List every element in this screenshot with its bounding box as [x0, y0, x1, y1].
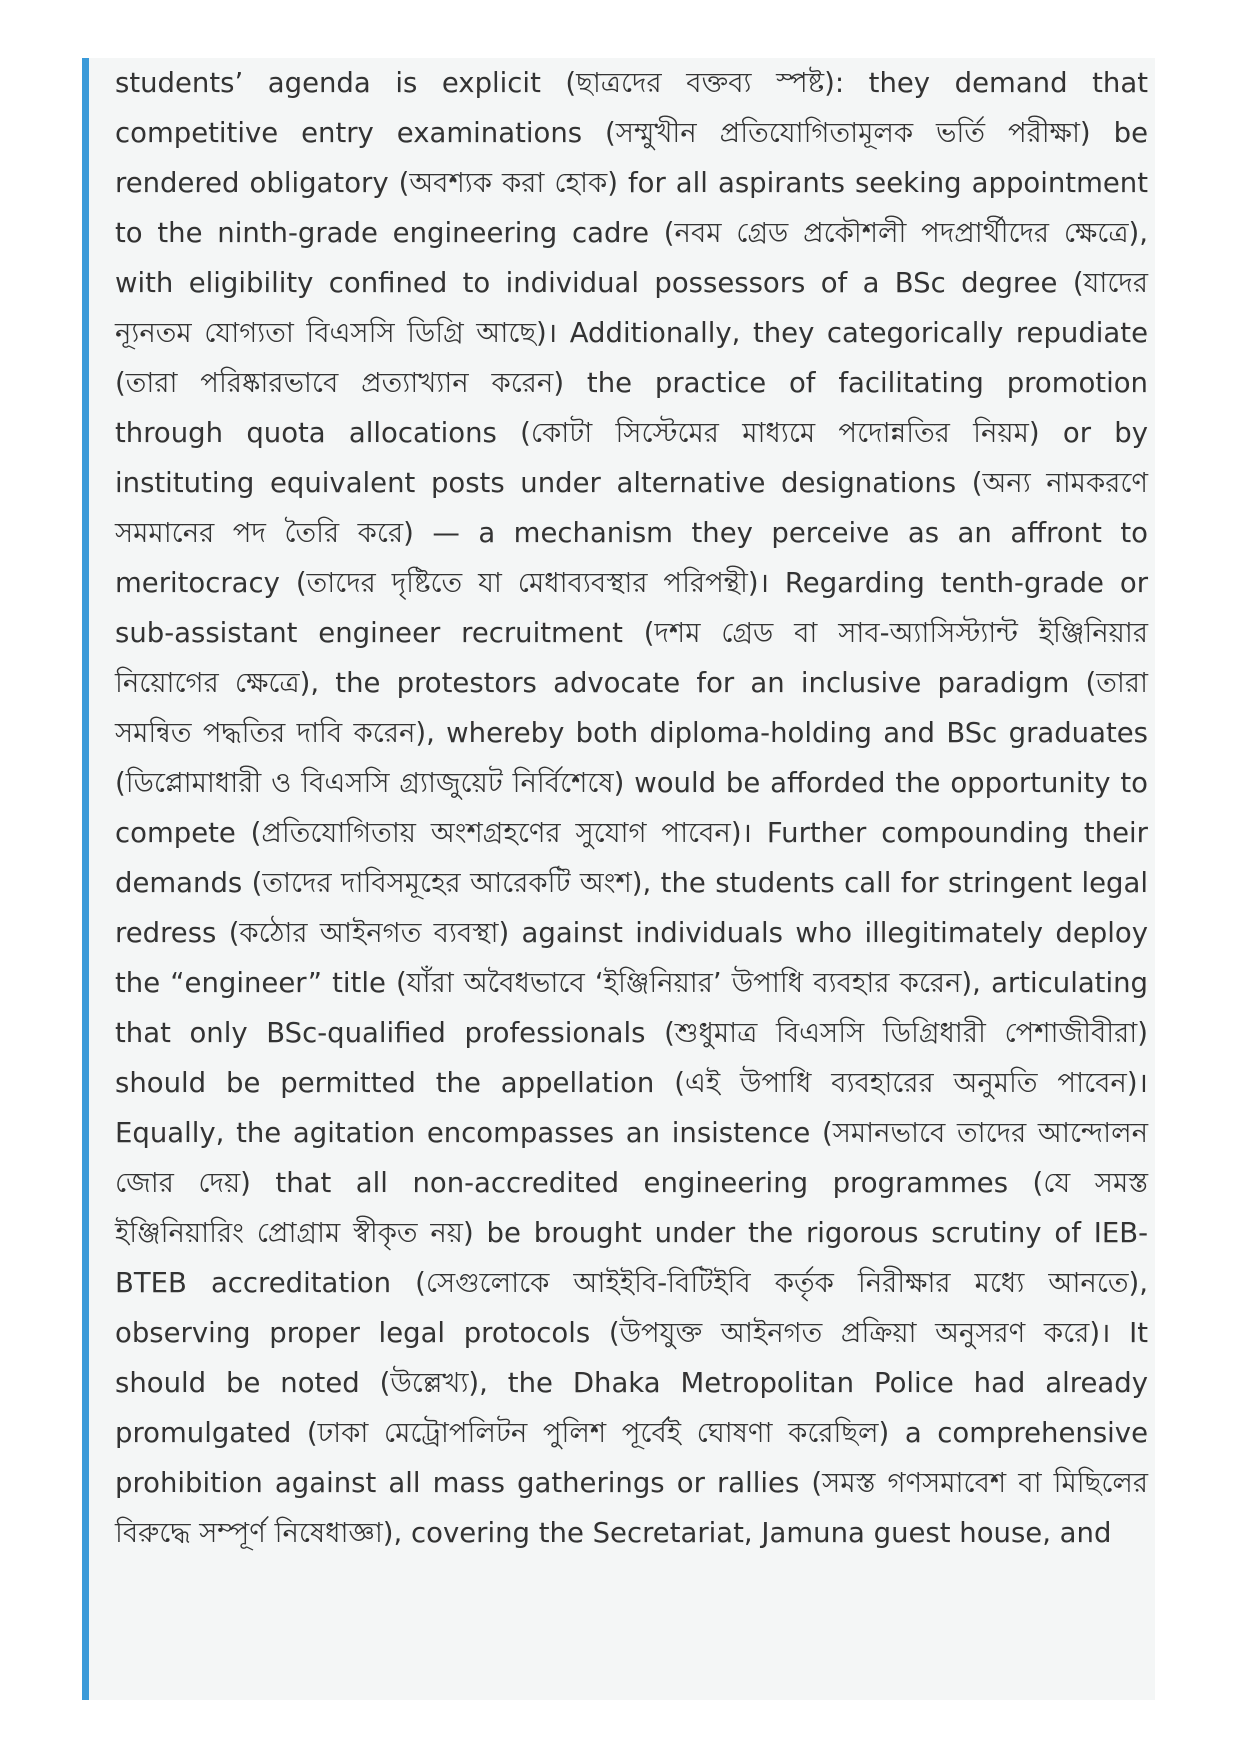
- blockquote: [82, 58, 1155, 1700]
- article-paragraph: students’ agenda is explicit (ছাত্রদের বক্তব্য স্পষ্ট): they demand that competitive entry examinations (সম্মুখীন প্রতিযোগিতামূলক ভর্তি পরীক্ষা) be rendered obligatory (অবশ্যক করা হোক) for all aspirants seeking appointment to the ninth-grade engineering cadre (নবম গ্রেড প্রকৌশলী পদপ্রার্থীদের ক্ষেত্রে), with eligibility confined to individual possessors of a BSc degree (যাদের ন্যূনতম যোগ্যতা বিএসসি ডিগ্রি আছে)। Additionally, they categorically repudiate (তারা পরিষ্কারভাবে প্রত্যাখ্যান করেন) the practice of facilitating promotion through quota allocations (কোটা সিস্টেমের মাধ্যমে পদোন্নতির নিয়ম) or by instituting equivalent posts under alternative designations (অন্য নামকরণে সমমানের পদ তৈরি করে) — a mechanism they perceive as an affront to meritocracy (তাদের দৃষ্টিতে যা মেধাব্যবস্থার পরিপন্থী)। Regarding tenth-grade or sub-assistant engineer recruitment (দশম গ্রেড বা সাব-অ্যাসিস্ট্যান্ট ইঞ্জিনিয়ার নিয়োগের ক্ষেত্রে), the protestors advocate for an inclusive paradigm (তারা সমন্বিত পদ্ধতির দাবি করেন), whereby both diploma-holding and BSc graduates (ডিপ্লোমাধারী ও বিএসসি গ্র্যাজুয়েট নির্বিশেষে) would be afforded the opportunity to compete (প্রতিযোগিতায় অংশগ্রহণের সুযোগ পাবেন)। Further compounding their demands (তাদের দাবিসমূহের আরেকটি অংশ), the students call for stringent legal redress (কঠোর আইনগত ব্যবস্থা) against individuals who illegitimately deploy the “engineer” title (যাঁরা অবৈধভাবে ‘ইঞ্জিনিয়ার’ উপাধি ব্যবহার করেন), articulating that only BSc-qualified professionals (শুধুমাত্র বিএসসি ডিগ্রিধারী পেশাজীবীরা) should be permitted the appellation (এই উপাধি ব্যবহারের অনুমতি পাবেন)। Equally, the agitation encompasses an insistence (সমানভাবে তাদের আন্দোলন জোর দেয়) that all non-accredited engineering programmes (যে সমস্ত ইঞ্জিনিয়ারিং প্রোগ্রাম স্বীকৃত নয়) be brought under the rigorous scrutiny of IEB-BTEB accreditation (সেগুলোকে আইইবি-বিটিইবি কর্তৃক নিরীক্ষার মধ্যে আনতে), observing proper legal protocols (উপযুক্ত আইনগত প্রক্রিয়া অনুসরণ করে)। It should be noted (উল্লেখ্য), the Dhaka Metropolitan Police had already promulgated (ঢাকা মেট্রোপলিটন পুলিশ পূর্বেই ঘোষণা করেছিল) a comprehensive prohibition against all mass gatherings or rallies (সমস্ত গণসমাবেশ বা মিছিলের বিরুদ্ধে সম্পূর্ণ নিষেধাজ্ঞা), covering the Secretariat, Jamuna guest house, and: [115, 67, 1148, 1549]
